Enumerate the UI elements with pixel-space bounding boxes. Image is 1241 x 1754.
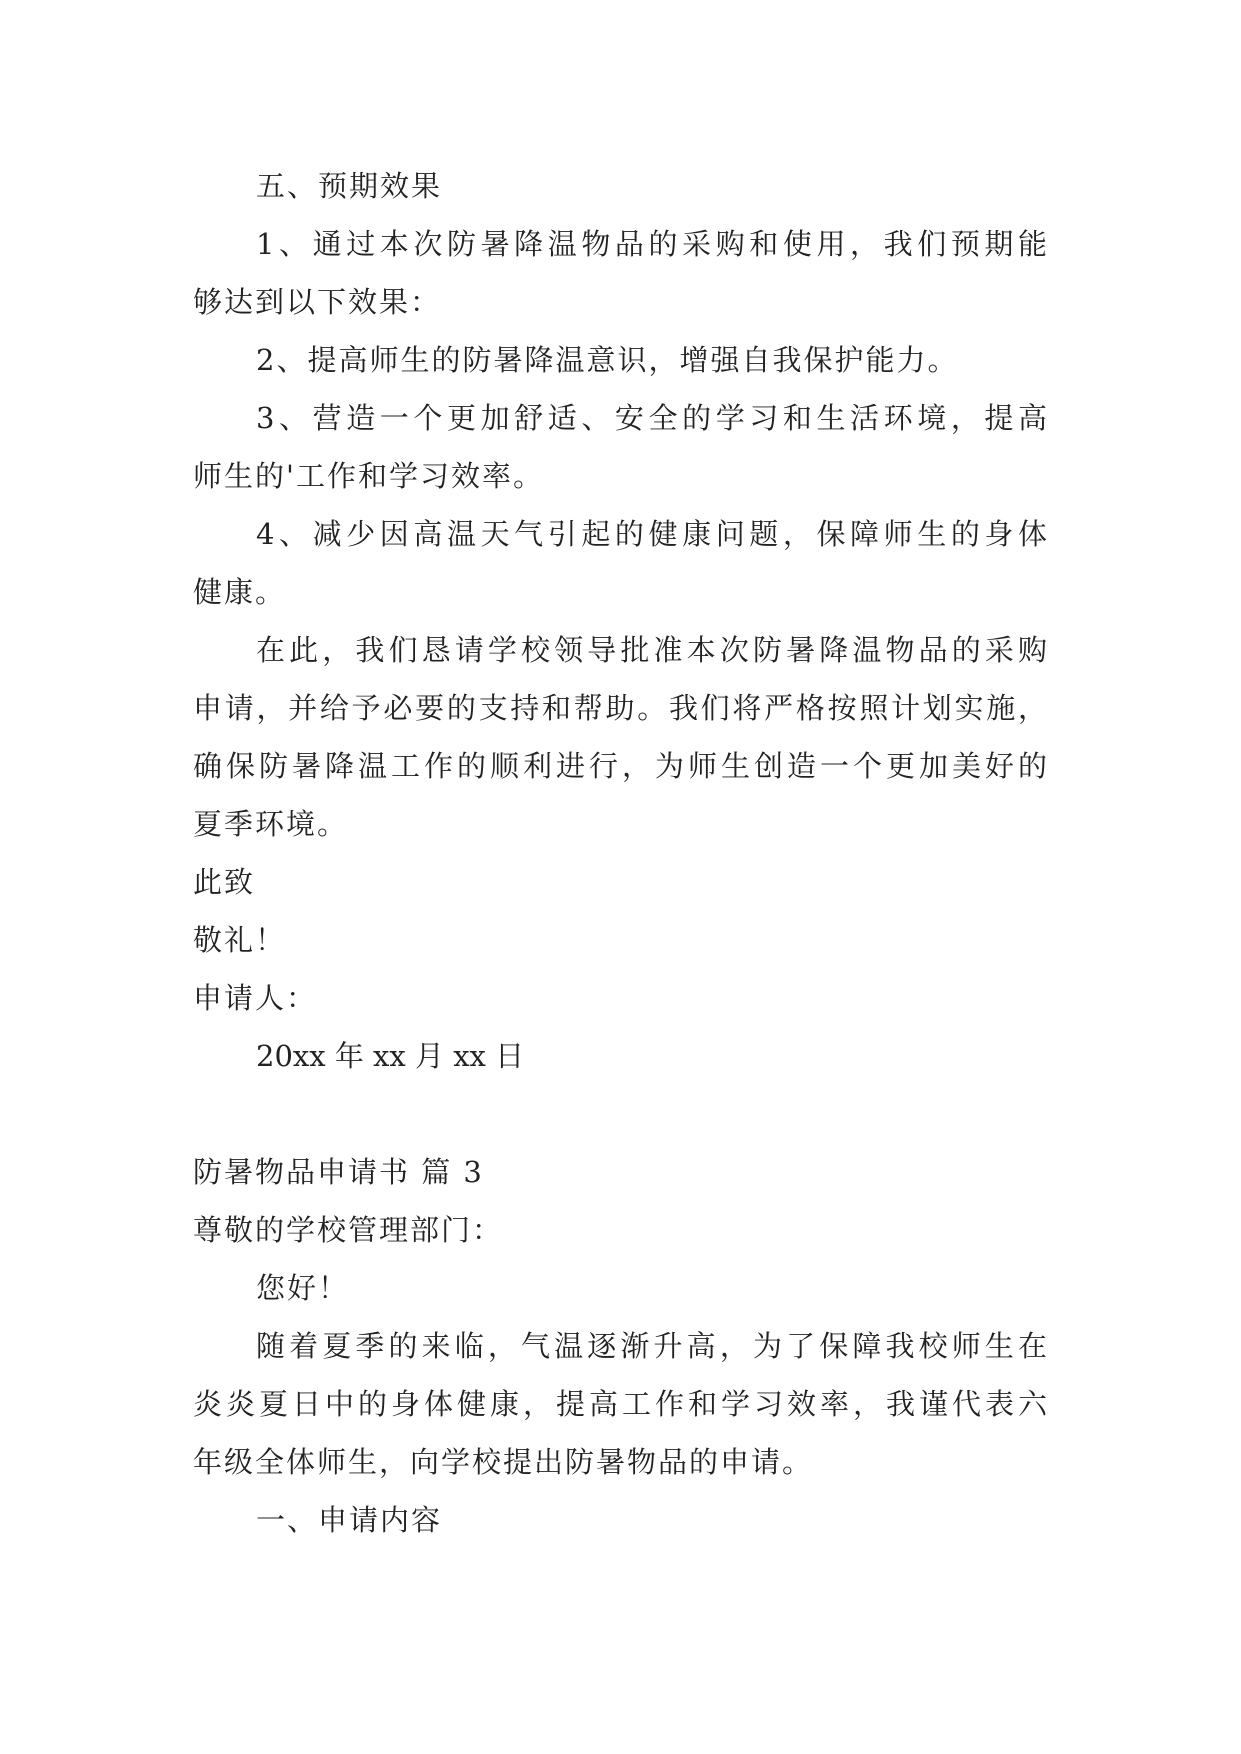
paragraph-line: 夏季环境。 (193, 807, 349, 841)
paragraph-line: 随着夏季的来临，气温逐渐升高，为了保障我校师生在 (256, 1329, 1049, 1363)
greeting: 您好！ (256, 1271, 350, 1305)
date-line: 20xx 年 xx 月 xx 日 (256, 1039, 525, 1073)
paragraph-line: 3、营造一个更加舒适、安全的学习和生活环境，提高 (256, 401, 1049, 435)
salutation: 尊敬的学校管理部门： (193, 1213, 504, 1247)
paragraph-line: 健康。 (193, 575, 287, 609)
paragraph-line: 够达到以下效果： (193, 285, 442, 319)
paragraph-line: 2、提高师生的防暑降温意识，增强自我保护能力。 (256, 343, 959, 377)
applicant-label: 申请人： (193, 981, 318, 1015)
paragraph-line: 1、通过本次防暑降温物品的采购和使用，我们预期能 (256, 227, 1049, 261)
paragraph-line: 炎炎夏日中的身体健康，提高工作和学习效率，我谨代表六 (193, 1387, 1049, 1421)
paragraph-line: 4、减少因高温天气引起的健康问题，保障师生的身体 (256, 517, 1049, 551)
paragraph-line: 在此，我们恳请学校领导批准本次防暑降温物品的采购 (256, 633, 1049, 667)
paragraph-line: 确保防暑降温工作的顺利进行，为师生创造一个更加美好的 (193, 749, 1049, 783)
document-title: 防暑物品申请书 篇 3 (193, 1155, 484, 1189)
section-heading: 一、申请内容 (256, 1503, 443, 1537)
paragraph-line: 年级全体师生，向学校提出防暑物品的申请。 (193, 1445, 814, 1479)
closing-line: 敬礼！ (193, 923, 287, 957)
paragraph-line: 申请，并给予必要的支持和帮助。我们将严格按照计划实施， (193, 691, 1049, 725)
closing-line: 此致 (193, 865, 256, 899)
section-heading: 五、预期效果 (256, 169, 443, 203)
paragraph-line: 师生的'工作和学习效率。 (193, 459, 544, 493)
